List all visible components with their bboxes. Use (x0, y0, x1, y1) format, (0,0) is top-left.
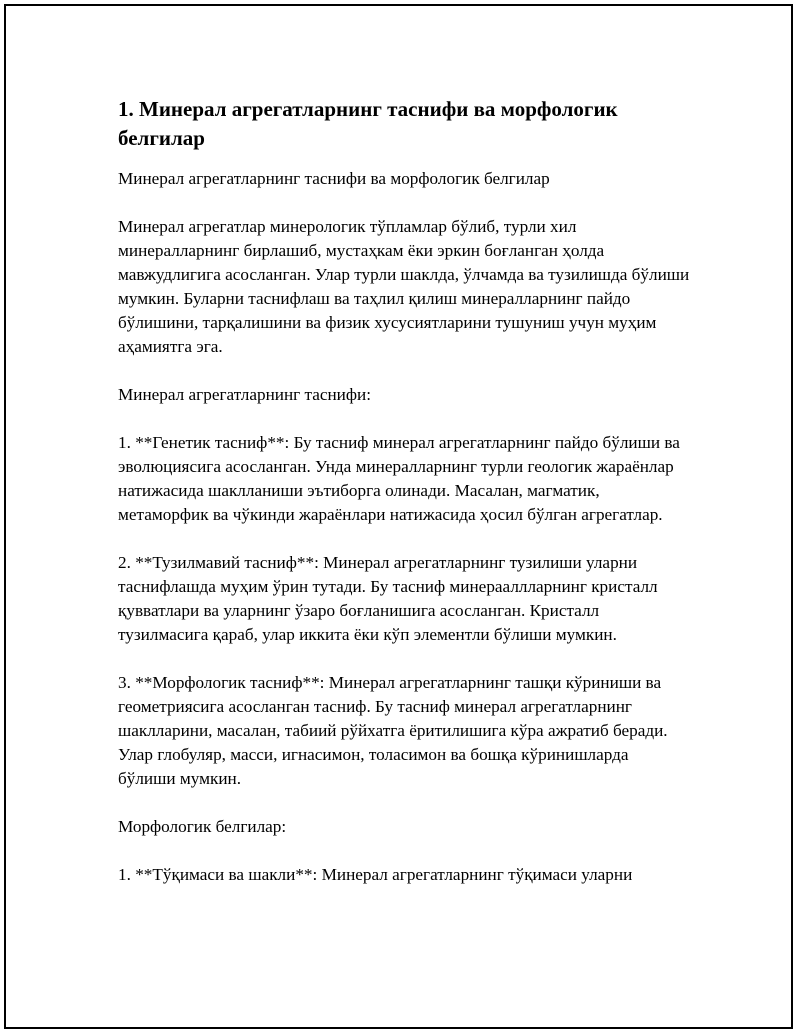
texture-and-shape-paragraph: 1. **Тўқимаси ва шакли**: Минерал агрегатларнинг тўқимаси уларни (118, 865, 633, 884)
genetic-classification-paragraph: 1. **Генетик тасниф**: Бу тасниф минерал агрегатларнинг пайдо бўлиши ва эволюциясига асосланган. Унда минералларнинг турли геологик жараёнлар натижасида шаклланиши эътиборга олинади. Масалан, магматик, метаморфик ва чўкинди жараёнлари натижасида ҳосил бўлган агрегатлар. (118, 433, 680, 524)
structural-classification-paragraph: 2. **Тузилмавий тасниф**: Минерал агрегатларнинг тузилиши уларни таснифлашда муҳим ўрин тутади. Бу тасниф минерааллларнинг кристалл қувватлари ва уларнинг ўзаро боғланишига асосланган. Кристалл тузилмасига қараб, улар иккита ёки кўп элементли бўлиши мумкин. (118, 553, 658, 644)
document-subtitle: Минерал агрегатларнинг таснифи ва морфологик белгилар (118, 169, 550, 188)
document-title: 1. Минерал агрегатларнинг таснифи ва морфологик белгилар (118, 97, 618, 150)
morphological-features-heading: Морфологик белгилар: (118, 817, 287, 836)
morphological-classification-paragraph: 3. **Морфологик тасниф**: Минерал агрегатларнинг ташқи кўриниши ва геометриясига асосланган тасниф. Бу тасниф минерал агрегатларнинг шаклларини, масалан, табиий рўйхатга ёритилишига кўра ажратиб беради. Улар глобуляр, масси, игнасимон, толасимон ва бошқа кўринишларда бўлиши мумкин. (118, 673, 668, 788)
classification-heading: Минерал агрегатларнинг таснифи: (118, 385, 371, 404)
intro-paragraph: Минерал агрегатлар минерологик тўпламлар бўлиб, турли хил минералларнинг бирлашиб, мустаҳкам ёки эркин боғланган ҳолда мавжудлигига асосланган. Улар турли шаклда, ўлчамда ва тузилишда бўлиши мумкин. Буларни таснифлаш ва таҳлил қилиш минералларнинг пайдо бўлишини, тарқалишини ва физик хусусиятларини тушуниш учун муҳим аҳамиятга эга. (118, 217, 690, 356)
document-body (118, 95, 690, 911)
